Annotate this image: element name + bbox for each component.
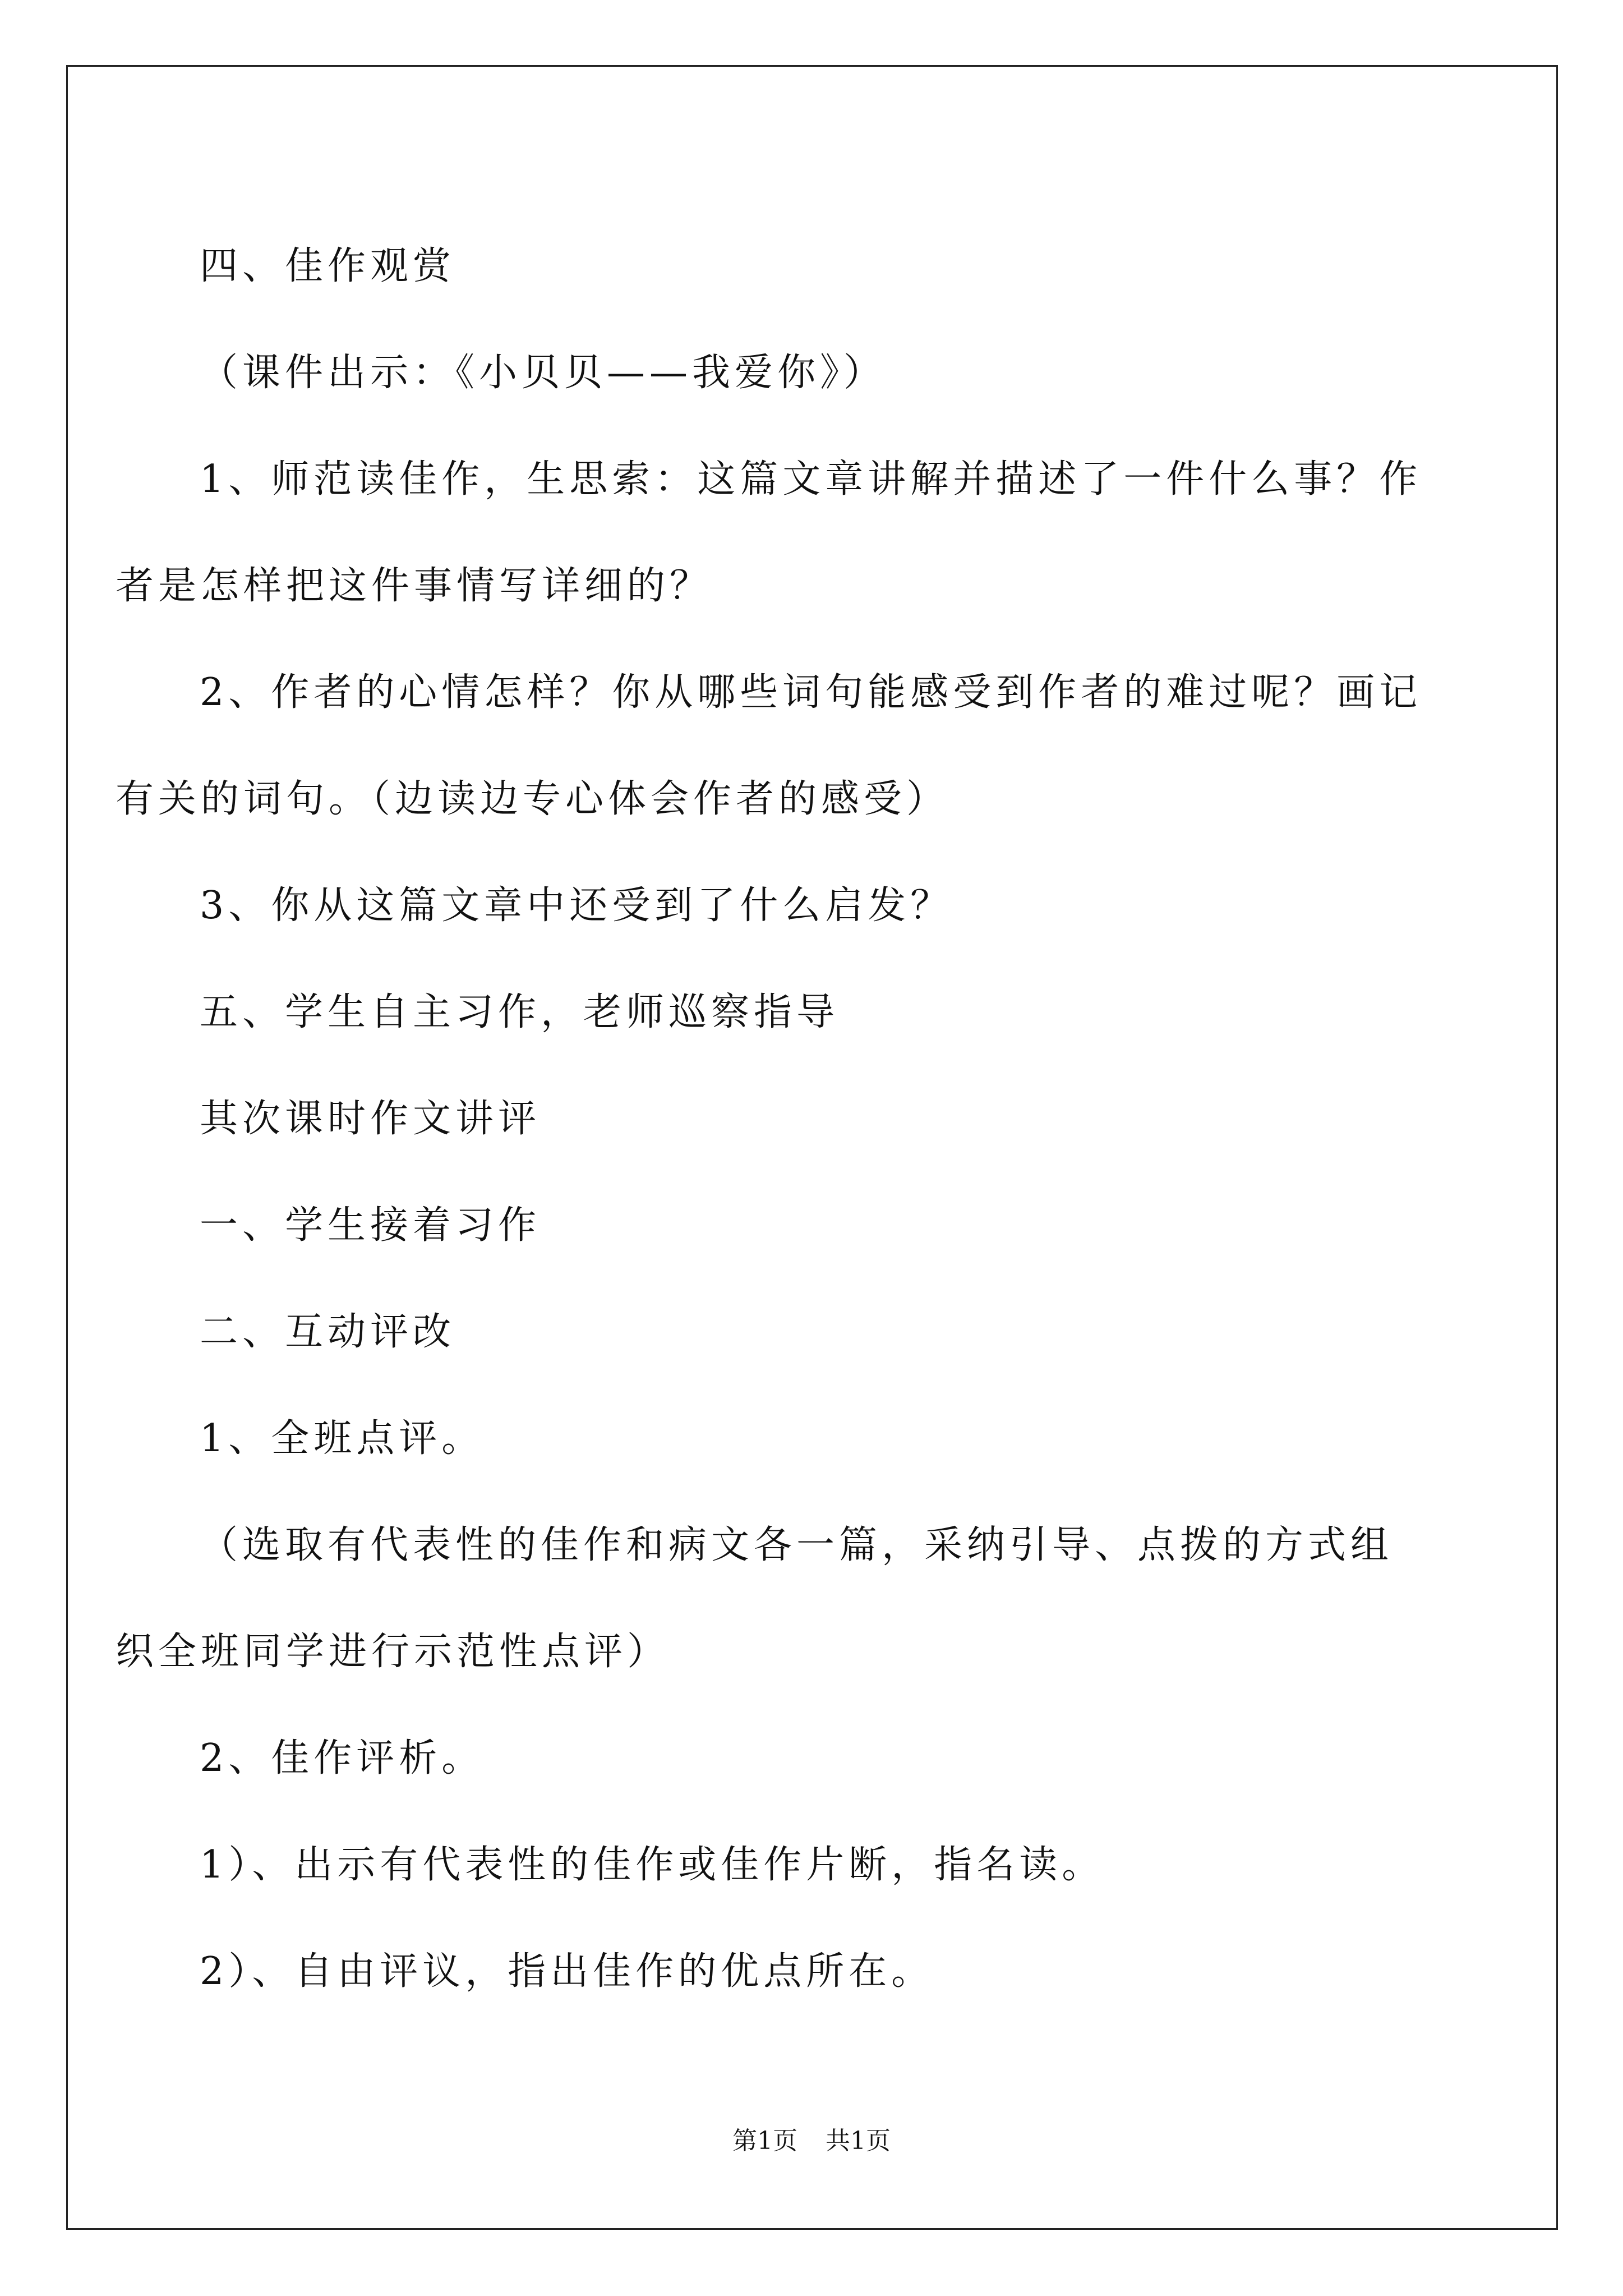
class-review-note: （选取有代表性的佳作和病文各一篇，采纳引导、点拨的方式组织全班同学进行示范性点评） bbox=[116, 1523, 1394, 1674]
heading-step-1: 一、学生接着习作 bbox=[200, 1203, 541, 1248]
heading-section-5: 五、学生自主习作，老师巡察指导 bbox=[200, 990, 840, 1034]
page-total: 共1页 bbox=[826, 2127, 891, 2155]
item-class-review: 1、全班点评。 bbox=[200, 1416, 485, 1461]
page-footer bbox=[0, 2120, 1623, 2156]
item-good-work-analysis: 2、佳作评析。 bbox=[200, 1736, 485, 1780]
heading-second-lesson: 其次课时作文讲评 bbox=[200, 1097, 541, 1141]
question-3: 3、你从这篇文章中还受到了什么启发？ bbox=[200, 884, 953, 928]
page-number: 第1页 bbox=[732, 2127, 797, 2155]
document-body bbox=[116, 213, 1433, 2025]
sub-item-1: 1）、出示有代表性的佳作或佳作片断，指名读。 bbox=[200, 1843, 1105, 1887]
heading-step-2: 二、互动评改 bbox=[200, 1310, 456, 1354]
question-2: 2、作者的心情怎样？你从哪些词句能感受到作者的难过呢？画记有关的词句。（边读边专心体会作者的感受） bbox=[116, 670, 1422, 821]
sub-item-2: 2）、自由评议，指出佳作的优点所在。 bbox=[200, 1949, 934, 1994]
courseware-note: （课件出示：《小贝贝——我爱你》） bbox=[200, 351, 887, 395]
heading-section-4: 四、佳作观赏 bbox=[200, 244, 456, 288]
question-1: 1、师范读佳作，生思索：这篇文章讲解并描述了一件什么事？作者是怎样把这件事情写详细的？ bbox=[116, 457, 1422, 608]
